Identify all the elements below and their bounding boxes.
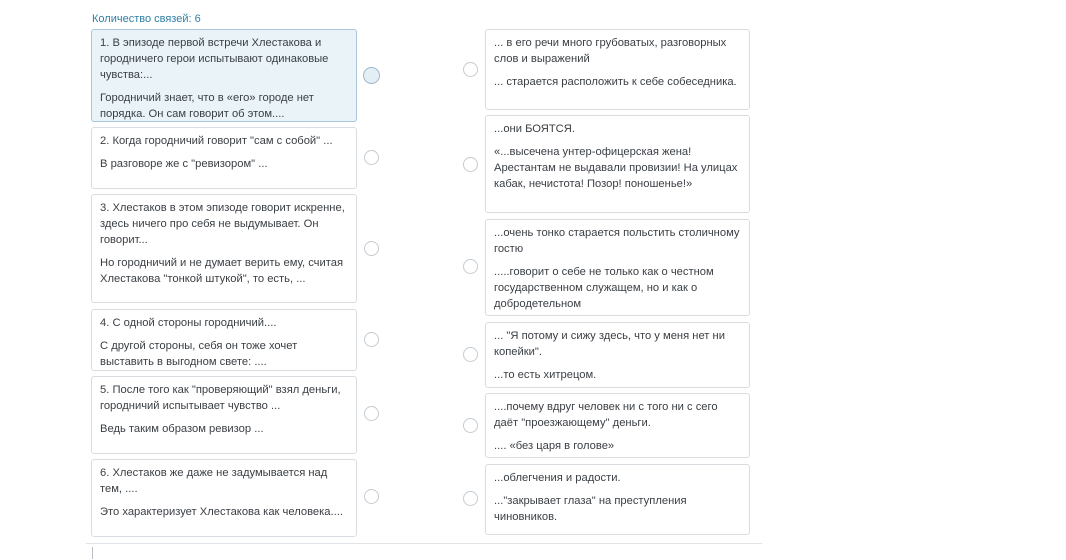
left-item-question: 1. В эпизоде первой встречи Хлестакова и городничего герои испытывают одинаковые чувства:... — [100, 37, 329, 81]
right-item-line1: ... "Я потому и сижу здесь, что у меня нет ни копейки". — [494, 330, 725, 358]
left-item-continuation: Но городничий и не думает верить ему, считая Хлестакова "тонкой штукой", то есть, ... — [100, 257, 344, 285]
right-item-1[interactable] — [485, 29, 750, 110]
right-item-line2: ..."закрывает глаза" на преступления чиновников. — [494, 495, 687, 523]
left-link-radio-4[interactable] — [364, 332, 379, 347]
right-item-3[interactable] — [485, 219, 750, 316]
left-item-question: 3. Хлестаков в этом эпизоде говорит искренне, здесь ничего про себя не выдумывает. Он говорит... — [100, 202, 345, 246]
right-item-5[interactable] — [485, 393, 750, 458]
left-item-6[interactable] — [91, 459, 357, 537]
right-item-line2: ... старается расположить к себе собеседника. — [494, 76, 737, 88]
right-link-radio-3[interactable] — [463, 259, 478, 274]
right-item-line1: ...облегчения и радости. — [494, 472, 621, 484]
left-item-question: 4. С одной стороны городничий.... — [100, 317, 277, 329]
left-link-radio-2[interactable] — [364, 150, 379, 165]
left-item-continuation: С другой стороны, себя он тоже хочет выставить в выгодном свете: .... — [100, 340, 298, 368]
right-item-line2: .... «без царя в голове» — [494, 440, 615, 452]
right-item-line2: .....говорит о себе не только как о честном государственном служащем, но и как о добродетельном — [494, 266, 714, 310]
left-item-continuation: Это характеризует Хлестакова как человека.... — [100, 506, 343, 518]
text-cursor — [92, 547, 93, 559]
right-link-radio-4[interactable] — [463, 347, 478, 362]
left-item-3[interactable] — [91, 194, 357, 303]
left-item-5[interactable] — [91, 376, 357, 454]
right-item-line2: «...высечена унтер-офицерская жена! Арестантам не выдавали провизии! На улицах кабак, нечистота! Позор! поношенье!» — [494, 146, 738, 190]
left-item-question: 5. После того как "проверяющий" взял деньги, городничий испытывает чувство ... — [100, 384, 341, 412]
right-link-radio-6[interactable] — [463, 491, 478, 506]
footer-divider — [86, 543, 762, 544]
links-count-label: Количество связей: 6 — [92, 13, 201, 25]
left-item-4[interactable] — [91, 309, 357, 371]
left-link-radio-6[interactable] — [364, 489, 379, 504]
left-link-radio-5[interactable] — [364, 406, 379, 421]
right-link-radio-5[interactable] — [463, 418, 478, 433]
left-link-radio-3[interactable] — [364, 241, 379, 256]
right-item-line1: ...они БОЯТСЯ. — [494, 123, 575, 135]
left-link-radio-1[interactable] — [363, 67, 380, 84]
left-item-question: 2. Когда городничий говорит "сам с собой" ... — [100, 135, 333, 147]
right-item-2[interactable] — [485, 115, 750, 213]
left-item-question: 6. Хлестаков же даже не задумывается над тем, .... — [100, 467, 328, 495]
left-item-continuation: В разговоре же с "ревизором" ... — [100, 158, 268, 170]
right-link-radio-1[interactable] — [463, 62, 478, 77]
right-item-6[interactable] — [485, 464, 750, 535]
right-item-line2: ...то есть хитрецом. — [494, 369, 597, 381]
right-item-line1: ... в его речи много грубоватых, разговорных слов и выражений — [494, 37, 727, 65]
left-item-2[interactable] — [91, 127, 357, 189]
left-item-continuation: Городничий знает, что в «его» городе нет порядка. Он сам говорит об этом.... — [100, 92, 314, 120]
right-item-line1: ....почему вдруг человек ни с того ни с сего даёт "проезжающему" деньги. — [494, 401, 718, 429]
right-link-radio-2[interactable] — [463, 157, 478, 172]
right-item-4[interactable] — [485, 322, 750, 388]
right-item-line1: ...очень тонко старается польстить столичному гостю — [494, 227, 740, 255]
left-item-1[interactable] — [91, 29, 357, 122]
left-item-continuation: Ведь таким образом ревизор ... — [100, 423, 264, 435]
